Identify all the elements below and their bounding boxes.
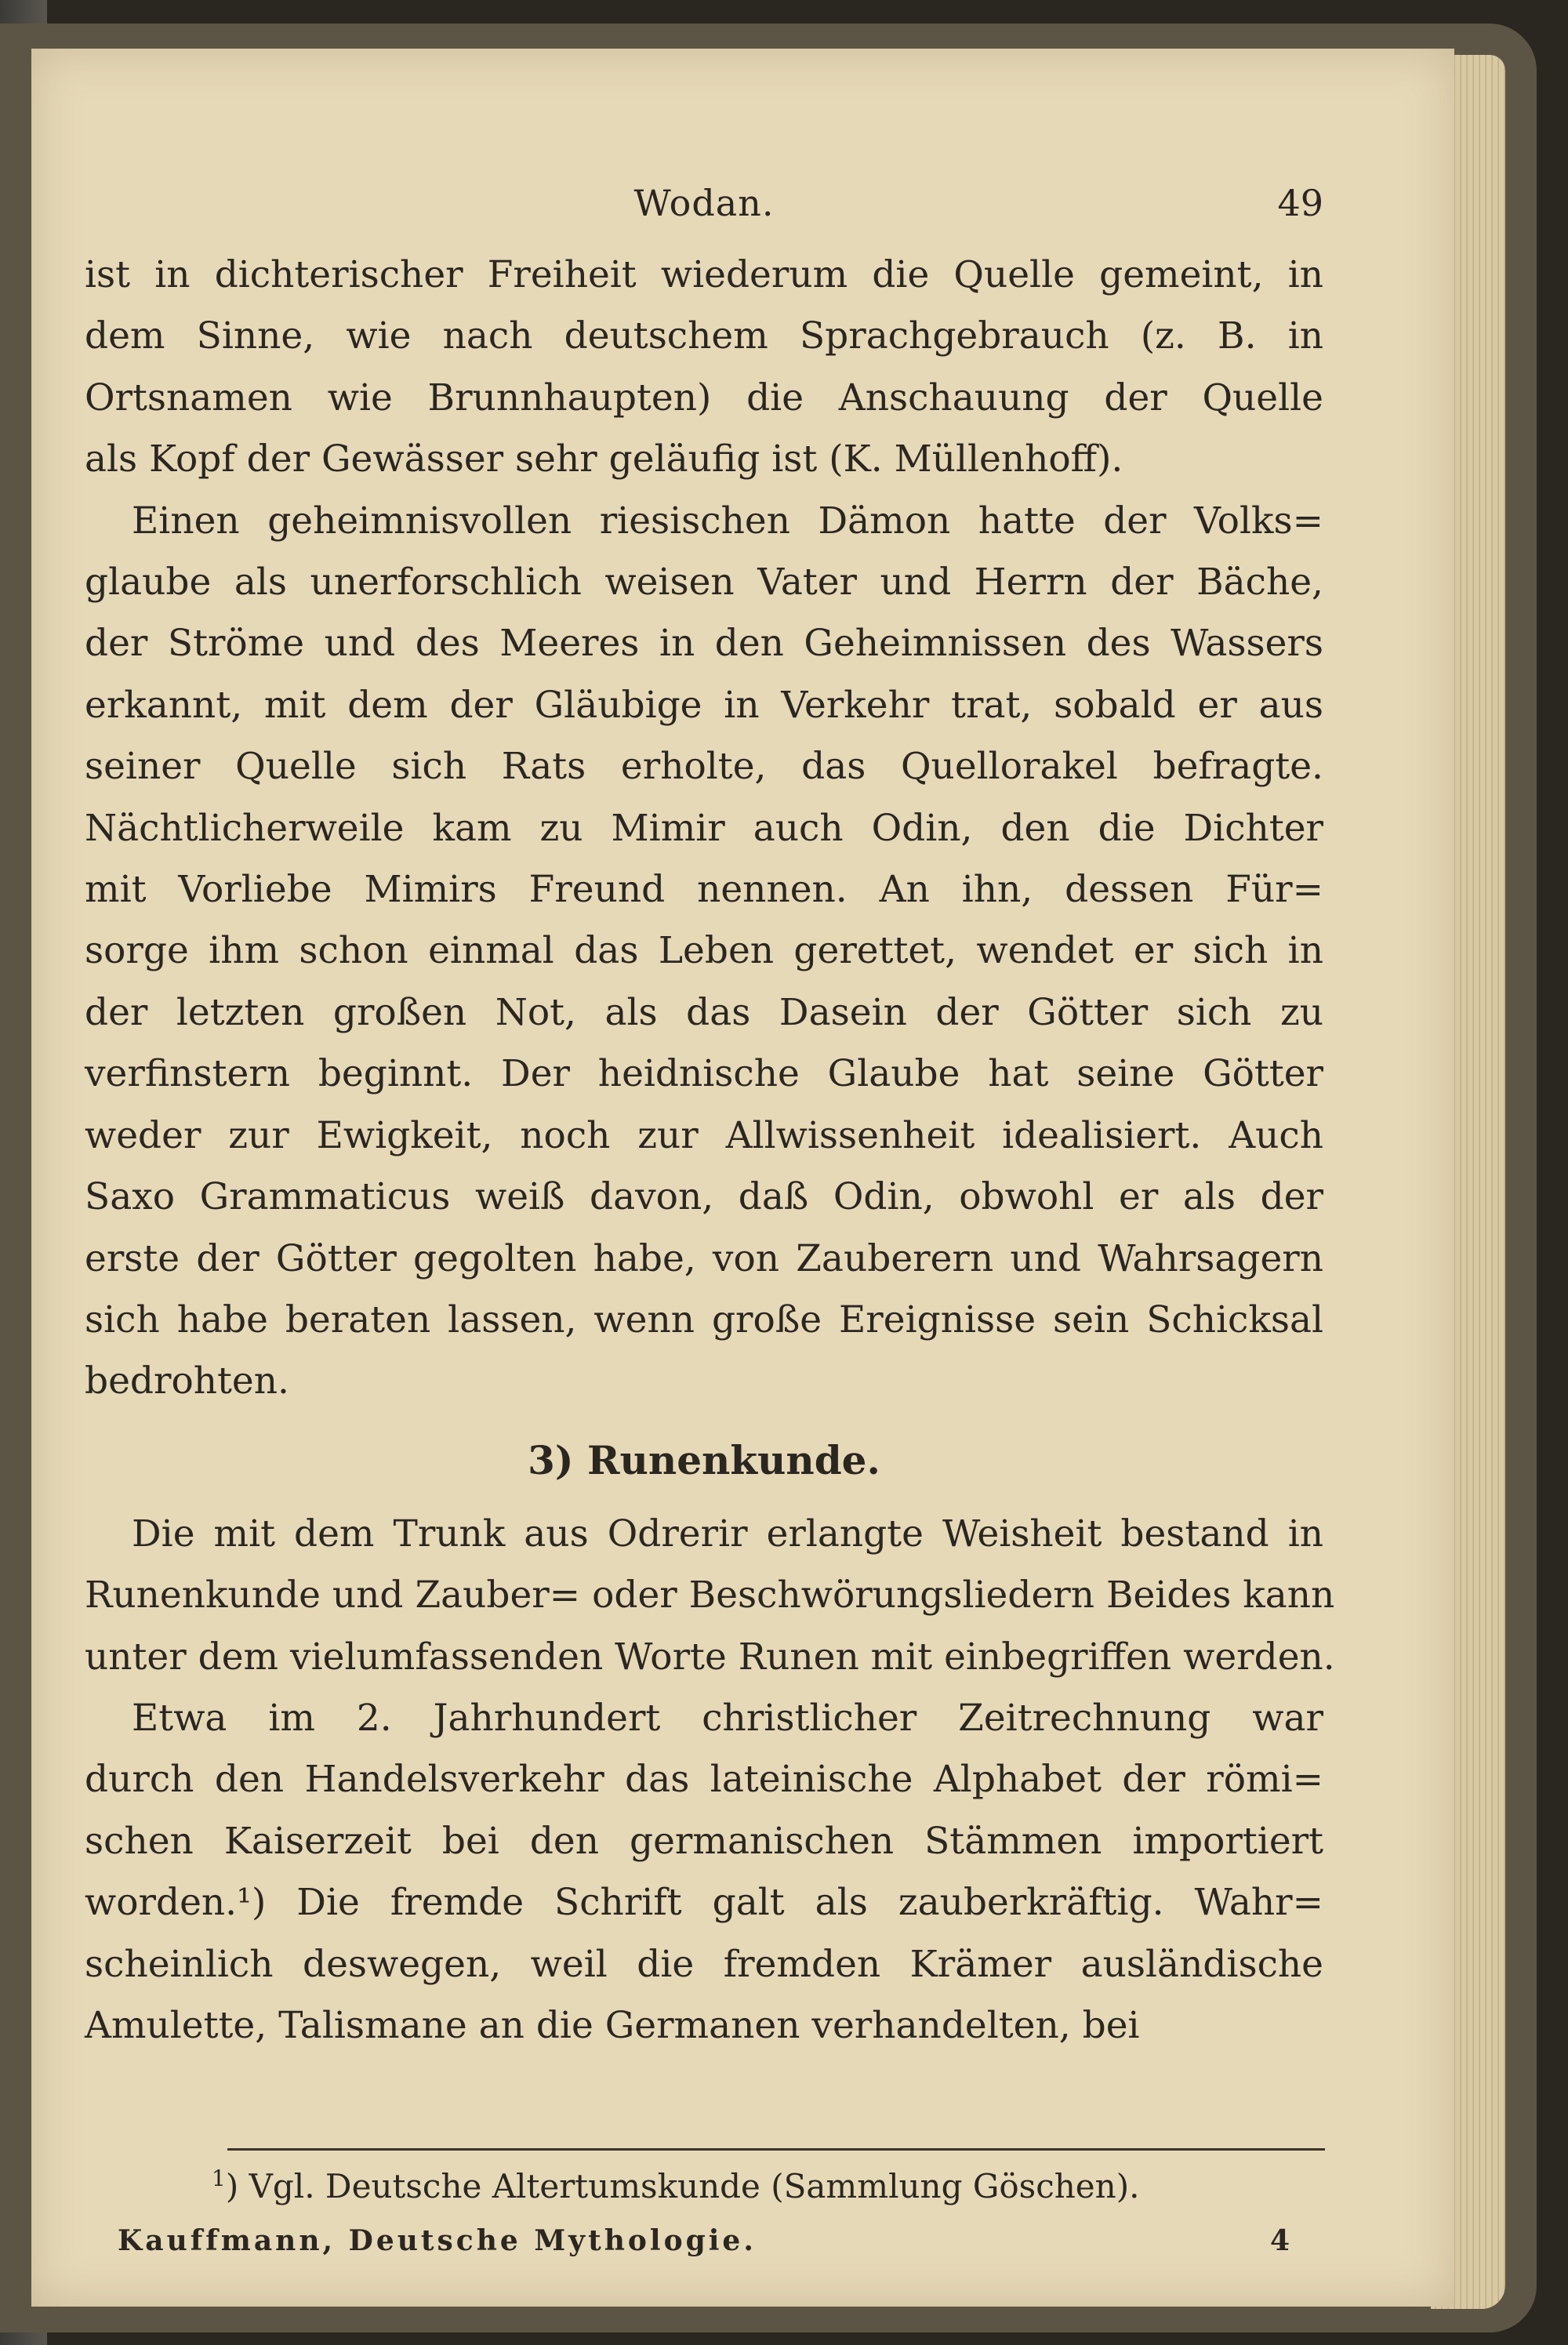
text-line: scheinlich deswegen, weil die fremden Krämer ausländische — [85, 1942, 1323, 1986]
text-line: sorge ihm schon einmal das Leben gerettet, wendet er sich in — [85, 929, 1323, 973]
text-line: bedrohten. — [85, 1359, 289, 1403]
paragraph — [85, 1688, 1323, 2056]
footnote-rule — [227, 2148, 1325, 2151]
text-line: durch den Handelsverkehr das lateinische Alphabet der römi= — [85, 1758, 1323, 1802]
running-title: Wodan. — [633, 182, 775, 224]
paragraph — [85, 491, 1323, 1413]
text-line: Ortsnamen wie Brunnhaupten) die Anschauung der Quelle — [85, 376, 1323, 419]
signature-number: 4 — [1269, 2224, 1290, 2257]
text-line: Runenkunde und Zauber= oder Beschwörungsliedern Beides kann — [85, 1574, 1335, 1617]
text-line: unter dem vielumfassenden Worte Runen mit einbegriffen werden. — [85, 1635, 1335, 1679]
footnote — [212, 2165, 1139, 2205]
text-line: der Ströme und des Meeres in den Geheimnissen des Wassers — [85, 622, 1323, 666]
text-line: Einen geheimnisvollen riesischen Dämon hatte der Volks= — [132, 499, 1323, 543]
text-line: erste der Götter gegolten habe, von Zauberern und Wahrsagern — [85, 1236, 1323, 1280]
text-line: schen Kaiserzeit bei den germanischen Stämmen importiert — [85, 1819, 1323, 1863]
text-line: seiner Quelle sich Rats erholte, das Quellorakel befragte. — [85, 745, 1323, 789]
text-line: der letzten großen Not, als das Dasein der Götter sich zu — [85, 990, 1323, 1034]
paragraphs-after-heading — [85, 1504, 1335, 2057]
text-line: Die mit dem Trunk aus Odrerir erlangte Weisheit bestand in — [132, 1512, 1323, 1555]
footnote-marker: 1 — [212, 2165, 226, 2191]
paragraphs-before-heading — [85, 245, 1323, 1413]
text-line: verfinstern beginnt. Der heidnische Glaube hat seine Götter — [85, 1052, 1323, 1096]
text-line: sich habe beraten lassen, wenn große Ereignisse sein Schicksal — [85, 1298, 1323, 1341]
text-line: ist in dichterischer Freiheit wiederum die Quelle gemeint, in — [85, 253, 1323, 296]
text-line: worden.¹) Die fremde Schrift galt als zauberkräftig. Wahr= — [85, 1881, 1323, 1925]
text-block — [85, 182, 1335, 2056]
text-line: mit Vorliebe Mimirs Freund nennen. An ihn, dessen Für= — [85, 868, 1323, 912]
text-line: weder zur Ewigkeit, noch zur Allwissenheit idealisiert. Auch — [85, 1113, 1323, 1157]
text-line: glaube als unerforschlich weisen Vater und Herrn der Bäche, — [85, 561, 1323, 604]
paragraph — [85, 1504, 1335, 1688]
text-line: Saxo Grammaticus weiß davon, daß Odin, obwohl er als der — [85, 1175, 1323, 1219]
text-line: als Kopf der Gewässer sehr geläufig ist (K. Müllenhoff). — [85, 437, 1123, 481]
section-heading: 3) Runenkunde. — [528, 1436, 880, 1483]
text-line: dem Sinne, wie nach deutschem Sprachgebrauch (z. B. in — [85, 314, 1323, 358]
running-head — [85, 182, 1323, 229]
text-line: erkannt, mit dem der Gläubige in Verkehr trat, sobald er aus — [85, 683, 1323, 727]
text-line: Amulette, Talismane an die Germanen verhandelten, bei — [85, 2003, 1140, 2047]
text-line: Etwa im 2. Jahrhundert christlicher Zeitrechnung war — [132, 1696, 1323, 1740]
page-number: 49 — [1277, 182, 1323, 224]
paragraph — [85, 245, 1323, 491]
text-line: Nächtlicherweile kam zu Mimir auch Odin, den die Dichter — [85, 806, 1323, 850]
signature-title: Kauffmann, Deutsche Mythologie. — [118, 2224, 757, 2257]
page — [31, 49, 1454, 2307]
footnote-text: ) Vgl. Deutsche Altertumskunde (Sammlung Göschen). — [225, 2167, 1140, 2205]
